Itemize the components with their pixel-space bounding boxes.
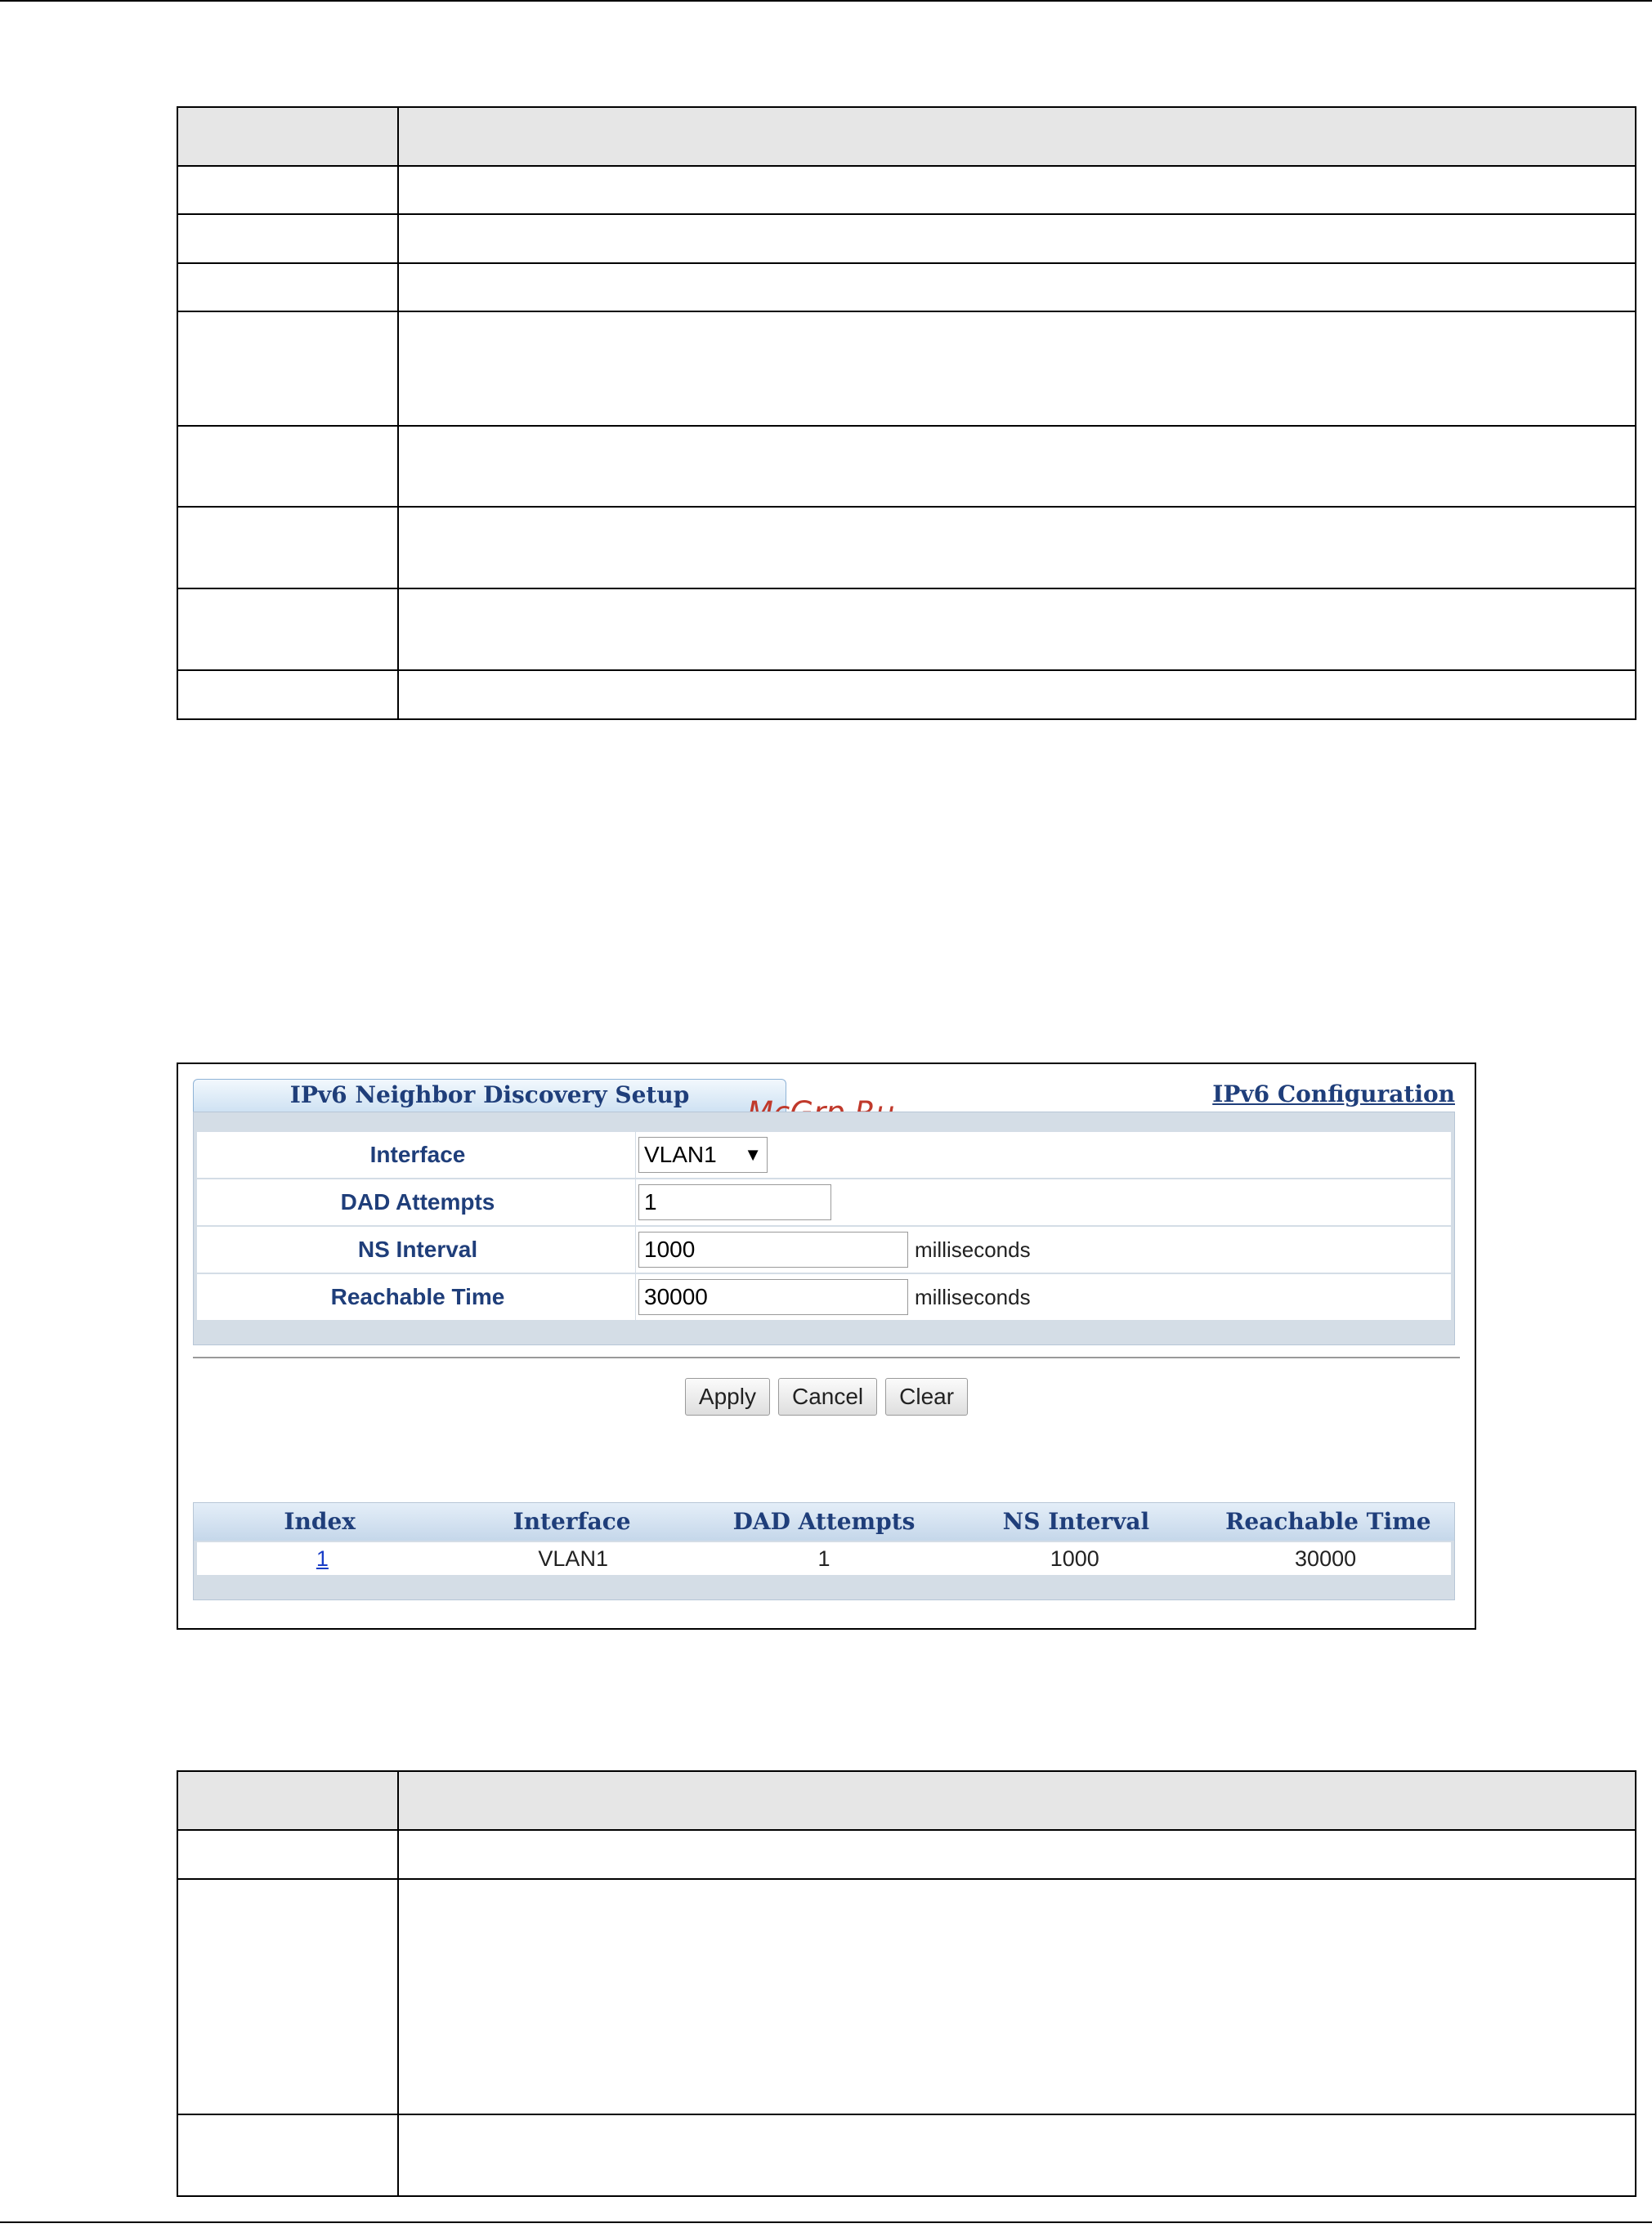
divider: [635, 1227, 636, 1273]
apply-button[interactable]: Apply: [685, 1378, 770, 1416]
setup-form: [193, 1112, 1455, 1345]
top-description-table: [177, 106, 1636, 720]
ns-interval-input[interactable]: 1000: [638, 1232, 908, 1268]
table-row: [177, 507, 1636, 588]
dad-attempts-label: DAD Attempts: [340, 1189, 495, 1215]
bottom-description-table: [177, 1770, 1636, 2197]
column-header-dad-attempts: DAD Attempts: [732, 1508, 916, 1535]
divider: [635, 1132, 636, 1178]
table-row: [177, 670, 1636, 719]
ns-interval-row: [197, 1227, 1451, 1274]
table-row: [177, 426, 1636, 507]
divider: [193, 1357, 1460, 1358]
column-header-interface: Interface: [513, 1508, 631, 1535]
interface-row: [197, 1132, 1451, 1179]
ipv6-neighbor-discovery-panel: [177, 1063, 1476, 1630]
column-header-index: Index: [284, 1508, 356, 1535]
table-header-row: [177, 107, 1636, 166]
ns-interval-label: NS Interval: [357, 1237, 478, 1262]
reachable-time-row: [197, 1274, 1451, 1322]
dad-attempts-cell: 1: [817, 1546, 830, 1571]
ns-interval-unit: milliseconds: [915, 1237, 1031, 1262]
interface-label: Interface: [369, 1142, 466, 1167]
bottom-rule: [0, 2221, 1652, 2223]
top-rule: [0, 0, 1652, 2]
interface-select[interactable]: [638, 1137, 768, 1173]
neighbor-discovery-list: [193, 1502, 1455, 1600]
table-row: [177, 166, 1636, 214]
reachable-time-cell: 30000: [1295, 1546, 1357, 1571]
table-row: [177, 214, 1636, 263]
table-row: [177, 588, 1636, 670]
index-cell: [197, 1542, 448, 1575]
table-row: [177, 263, 1636, 311]
reachable-time-input[interactable]: 30000: [638, 1279, 908, 1315]
divider: [635, 1274, 636, 1320]
column-header-ns-interval: NS Interval: [1002, 1508, 1150, 1535]
table-row: [177, 1879, 1636, 2114]
interface-cell: VLAN1: [538, 1546, 608, 1571]
divider: [635, 1179, 636, 1225]
column-header-reachable-time: Reachable Time: [1225, 1508, 1431, 1535]
dropdown-arrow-icon: ▼: [744, 1144, 762, 1165]
button-bar: [178, 1378, 1475, 1416]
ipv6-configuration-link[interactable]: IPv6 Configuration: [1212, 1080, 1455, 1107]
cancel-button[interactable]: Cancel: [778, 1378, 877, 1416]
ns-interval-cell: 1000: [1050, 1546, 1099, 1571]
table-row: [177, 2114, 1636, 2196]
dad-attempts-row: [197, 1179, 1451, 1227]
list-header: [194, 1503, 1454, 1541]
table-row: [177, 311, 1636, 426]
clear-button[interactable]: Clear: [885, 1378, 968, 1416]
dad-attempts-input[interactable]: 1: [638, 1184, 831, 1220]
index-link[interactable]: 1: [316, 1546, 329, 1571]
reachable-time-unit: milliseconds: [915, 1284, 1031, 1309]
table-row: [197, 1542, 1451, 1575]
table-header-row: [177, 1771, 1636, 1830]
interface-select-value: VLAN1: [644, 1142, 717, 1167]
reachable-time-label: Reachable Time: [330, 1284, 505, 1309]
table-row: [177, 1830, 1636, 1879]
tab-ipv6-neighbor-discovery-setup[interactable]: IPv6 Neighbor Discovery Setup: [193, 1079, 786, 1112]
